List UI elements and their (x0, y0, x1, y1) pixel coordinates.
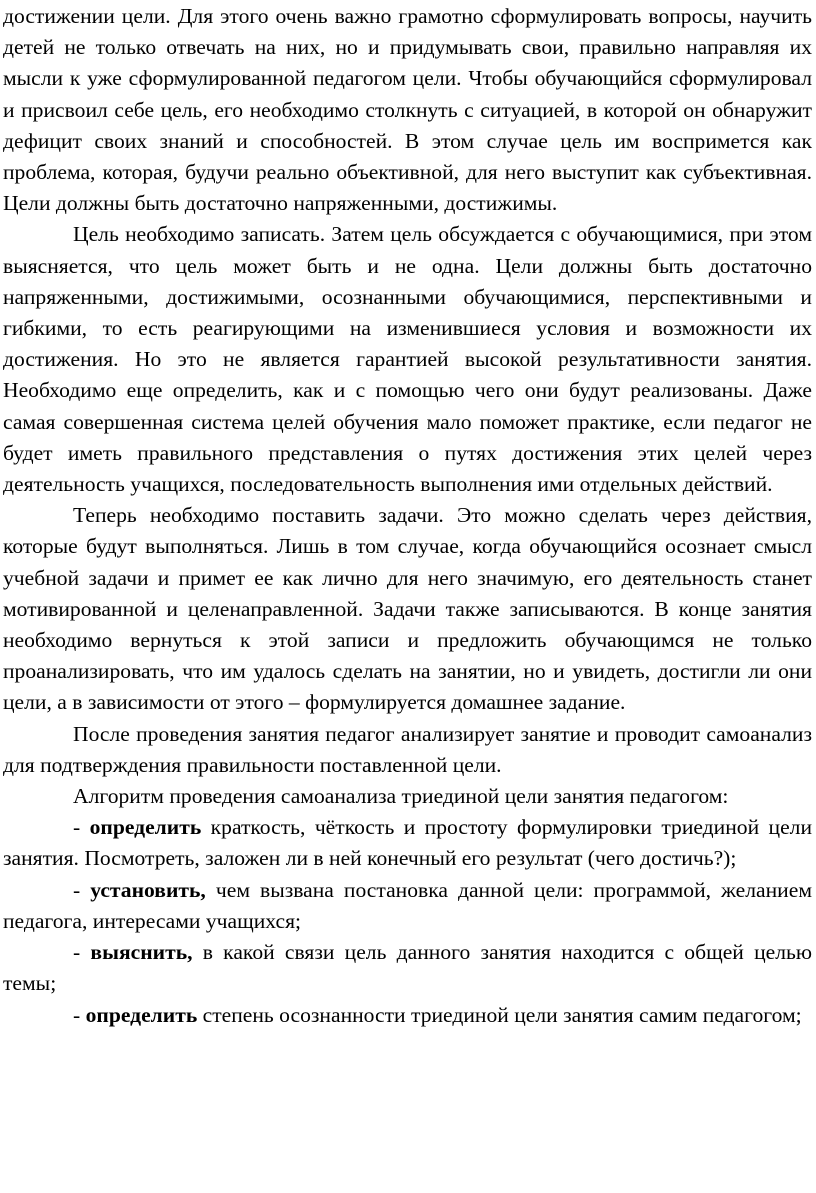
list-item-verb: установить, (90, 877, 206, 902)
paragraph-4: После проведения занятия педагог анализирует занятие и проводит самоанализ для подтверждения правильности поставленной цели. (3, 721, 812, 777)
list-item (3, 937, 812, 999)
list-item-text: в какой связи цель данного занятия находится с общей целью темы; (3, 940, 812, 996)
paragraph-1: достижении цели. Для этого очень важно грамотно сформулировать вопросы, научить детей не только отвечать на них, но и придумывать свои, правильно направляя их мысли к уже сформулированной педагогом цели. Чтобы обучающийся сформулировал и присвоил себе цель, его необходимо столкнуть с ситуацией, в которой он обнаружит дефицит своих знаний и способностей. В этом случае цель им воспримется как проблема, которая, будучи реально объективной, для него выступит как субъективная. Цели должны быть достаточно напряженными, достижимы. (3, 4, 812, 216)
paragraph-3: Теперь необходимо поставить задачи. Это можно сделать через действия, которые будут выполняться. Лишь в том случае, когда обучающийся осознает смысл учебной задачи и примет ее как лично для него значимую, его деятельность станет мотивированной и целенаправленной. Задачи также записываются. В конце занятия необходимо вернуться к этой записи и предложить обучающимся не только проанализировать, что им удалось сделать на занятии, но и увидеть, достигли ли они цели, а в зависимости от этого – формулируется домашнее задание. (3, 503, 812, 715)
list-dash: - (73, 1002, 86, 1027)
list-item-verb: определить (89, 815, 202, 840)
list-item-text: степень осознанности триединой цели занятия самим педагогом; (197, 1002, 802, 1027)
list-item (3, 875, 812, 937)
paragraph-5: Алгоритм проведения самоанализа триединой цели занятия педагогом: (73, 784, 729, 809)
list-item-verb: выяснить, (90, 940, 193, 965)
paragraph-2: Цель необходимо записать. Затем цель обсуждается с обучающимися, при этом выясняется, что цель может быть и не одна. Цели должны быть достаточно напряженными, достижимыми, осознанными обучающимися, перспективными и гибкими, то есть реагирующими на изменившиеся условия и возможности их достижения. Но это не является гарантией высокой результативности занятия. Необходимо еще определить, как и с помощью чего они будут реализованы. Даже самая совершенная система целей обучения мало поможет практике, если педагог не будет иметь правильного представления о путях достижения этих целей через деятельность учащихся, последовательность выполнения ими отдельных действий. (3, 222, 812, 497)
list-item-text: чем вызвана постановка данной цели: программой, желанием педагога, интересами учащихся; (3, 877, 812, 933)
list-dash: - (73, 940, 91, 965)
list-item-text: краткость, чёткость и простоту формулировки триединой цели занятия. Посмотреть, заложен ли в ней конечный его результат (чего достичь?); (3, 815, 813, 871)
list-item-verb: определить (85, 1002, 198, 1027)
list-item (3, 1000, 812, 1031)
list-dash: - (73, 815, 90, 840)
list-dash: - (73, 877, 91, 902)
list-item (3, 812, 812, 874)
